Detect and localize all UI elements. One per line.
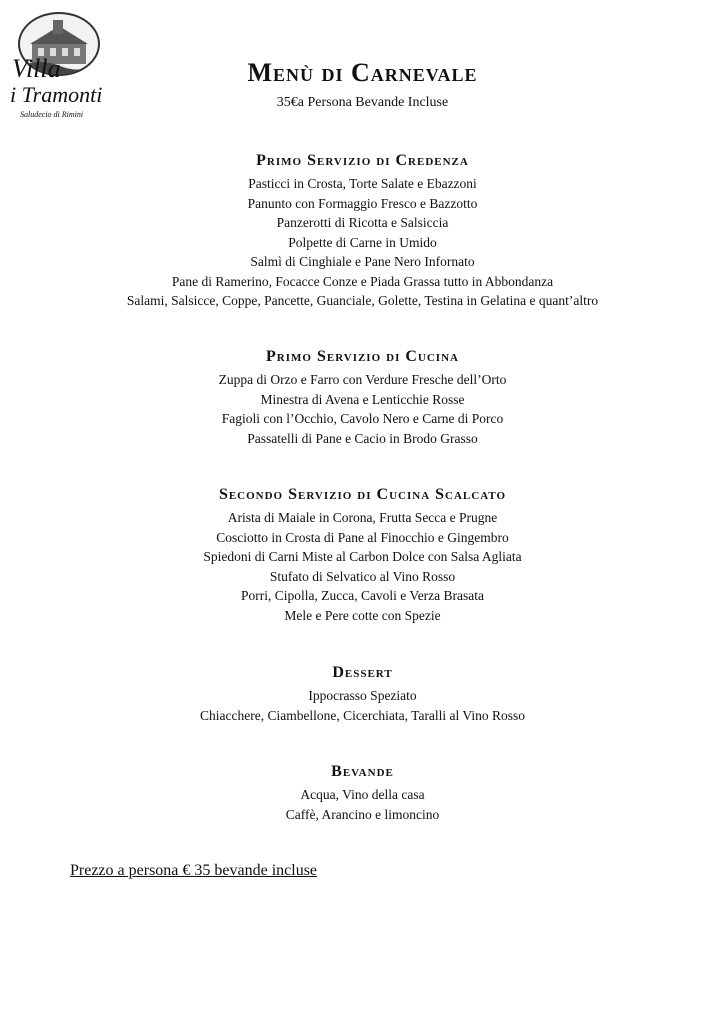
menu-item: Spiedoni di Carni Miste al Carbon Dolce con Salsa Agliata — [203, 549, 522, 564]
menu-item: Salmì di Cinghiale e Pane Nero Infornato — [250, 254, 475, 269]
menu-item: Pasticci in Crosta, Torte Salate e Ebazzoni — [248, 176, 477, 191]
section-heading: Secondo Servizio di Cucina Scalcato — [218, 486, 507, 503]
menu-item: Fagioli con l’Occhio, Cavolo Nero e Carne di Porco — [221, 411, 504, 426]
menu-item: Pane di Ramerino, Focacce Conze e Piada Grassa tutto in Abbondanza — [171, 273, 554, 289]
section-bevande — [0, 763, 725, 824]
menu-item: Acqua, Vino della casa — [300, 787, 425, 802]
menu-item: Chiacchere, Ciambellone, Cicerchiata, Taralli al Vino Rosso — [199, 707, 526, 723]
section-secondo-cucina — [0, 486, 725, 625]
section-heading: Primo Servizio di Cucina — [266, 348, 459, 365]
menu-item: Ippocrasso Speziato — [308, 688, 417, 703]
section-primo-credenza — [0, 152, 725, 311]
menu-item: Zuppa di Orzo e Farro con Verdure Fresche dell’Orto — [218, 372, 507, 387]
menu-item: Polpette di Carne in Umido — [288, 234, 437, 250]
menu-item: Caffè, Arancino e limoncino — [285, 806, 440, 822]
logo-name-line2: i Tramonti — [10, 82, 103, 107]
section-primo-cucina — [0, 348, 725, 448]
logo-name-line1: Villa — [12, 54, 61, 83]
menu-item: Passatelli di Pane e Cacio in Brodo Grasso — [247, 430, 478, 446]
menu-item: Mele e Pere cotte con Spezie — [284, 607, 441, 623]
menu-item: Stufato di Selvatico al Vino Rosso — [269, 568, 456, 584]
menu-item: Minestra di Avena e Lenticchie Rosse — [260, 391, 465, 407]
menu-item: Panunto con Formaggio Fresco e Bazzotto — [247, 195, 478, 211]
section-heading: Bevande — [331, 763, 394, 780]
logo-location: Saludecio di Rimini — [20, 110, 84, 119]
menu-item: Cosciotto in Crosta di Pane al Finocchio e Gingembro — [216, 529, 509, 545]
menu-item: Panzerotti di Ricotta e Salsiccia — [276, 215, 449, 230]
menu-title: Menù di Carnevale — [247, 58, 478, 87]
menu-item: Arista di Maiale in Corona, Frutta Secca e Prugne — [227, 510, 498, 525]
price-note: Prezzo a persona € 35 bevande incluse — [70, 862, 318, 879]
menu-item: Porri, Cipolla, Zucca, Cavoli e Verza Brasata — [240, 588, 485, 603]
section-heading: Primo Servizio di Credenza — [256, 152, 469, 169]
section-dessert — [0, 664, 725, 725]
menu-subtitle: 35€a Persona Bevande Incluse — [276, 95, 449, 110]
menu-item: Salami, Salsicce, Coppe, Pancette, Guanciale, Golette, Testina in Gelatina e quant’altro — [126, 293, 599, 308]
section-heading: Dessert — [332, 664, 393, 681]
